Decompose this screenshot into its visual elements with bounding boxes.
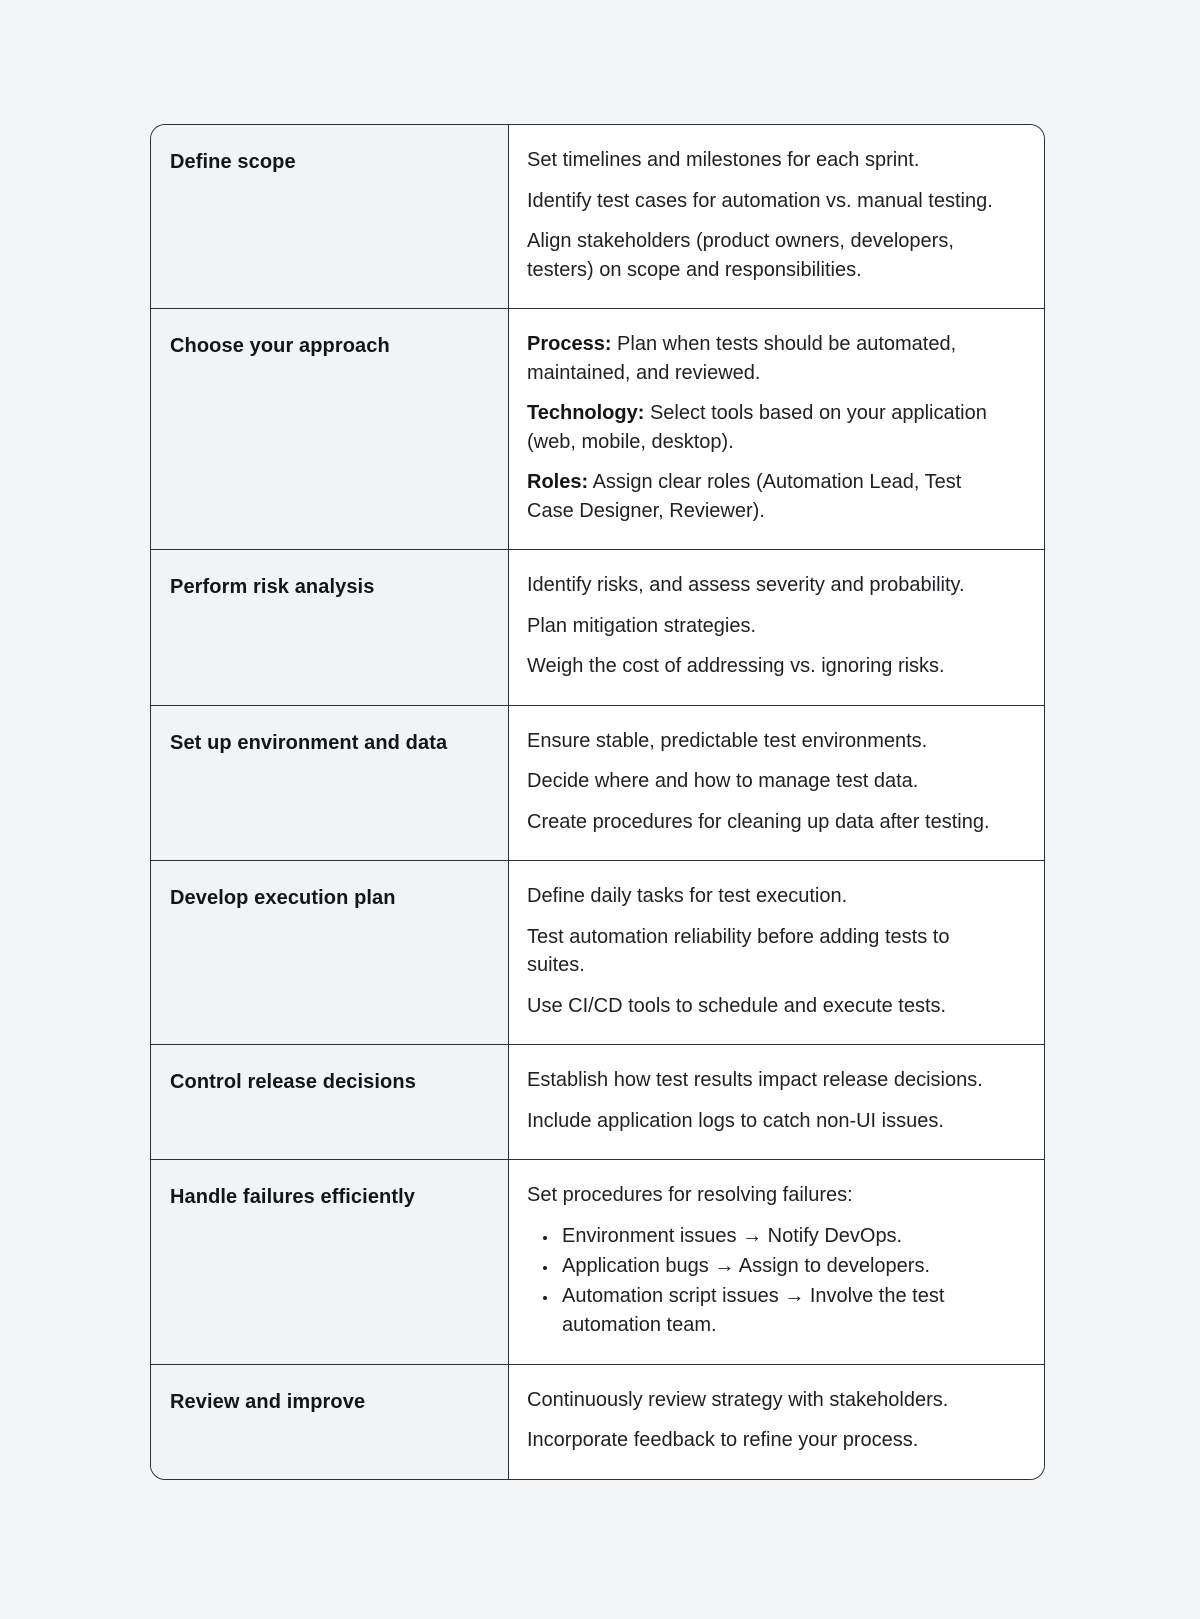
row-heading: Perform risk analysis: [170, 576, 375, 598]
bullet-list: [527, 1222, 997, 1340]
content-paragraph: Include application logs to catch non-UI issues.: [527, 1109, 944, 1132]
row-content-cell: [509, 861, 1044, 1044]
content-paragraph: [527, 330, 999, 387]
table-row: [151, 1044, 1044, 1159]
paragraph-lead-in: Technology:: [527, 402, 645, 424]
row-heading: Define scope: [170, 151, 296, 173]
content-paragraph: [527, 399, 999, 456]
content-paragraph: Weigh the cost of addressing vs. ignoring risks.: [527, 655, 945, 677]
table-row: [151, 705, 1044, 861]
paragraph-text: Select tools based on your application (web, mobile, desktop).: [527, 402, 987, 453]
row-content-cell: [509, 706, 1044, 861]
table-row: [151, 1159, 1044, 1364]
content-paragraph: Create procedures for cleaning up data after testing.: [527, 810, 990, 833]
paragraph-lead-in: Roles:: [527, 471, 589, 493]
row-content-cell: [509, 309, 1044, 549]
row-heading-cell: [151, 1045, 509, 1159]
row-heading-cell: [151, 1365, 509, 1479]
row-content-cell: [509, 1045, 1044, 1159]
bullet-item: • Automation script issues → Involve the test automation team.: [558, 1282, 997, 1340]
table-row: [151, 308, 1044, 549]
content-paragraph: Ensure stable, predictable test environments.: [527, 729, 928, 752]
content-paragraph: [527, 468, 999, 525]
content-paragraph: Test automation reliability before adding tests to suites.: [527, 925, 950, 976]
row-content-cell: [509, 1365, 1044, 1479]
content-paragraph: Incorporate feedback to refine your process.: [527, 1429, 919, 1451]
process-table: [150, 124, 1045, 1480]
row-content-cell: [509, 550, 1044, 705]
paragraph-text: Plan when tests should be automated, maintained, and reviewed.: [527, 333, 957, 384]
row-heading-cell: [151, 1160, 509, 1364]
content-paragraph: Decide where and how to manage test data.: [527, 770, 919, 792]
paragraph-text: Assign clear roles (Automation Lead, Test Case Designer, Reviewer).: [527, 471, 962, 522]
content-paragraph: Identify test cases for automation vs. manual testing.: [527, 189, 993, 212]
row-heading: Review and improve: [170, 1390, 366, 1413]
content-paragraph: Set timelines and milestones for each sprint.: [527, 149, 920, 171]
content-paragraph: Identify risks, and assess severity and probability.: [527, 574, 965, 596]
content-paragraph: Set procedures for resolving failures:: [527, 1184, 853, 1206]
content-paragraph: Align stakeholders (product owners, developers, testers) on scope and responsibilities.: [527, 230, 954, 281]
row-heading-cell: [151, 125, 509, 308]
row-heading: Choose your approach: [170, 335, 390, 357]
row-heading: Control release decisions: [170, 1071, 416, 1093]
content-paragraph: Establish how test results impact release decisions.: [527, 1069, 983, 1091]
row-heading: Set up environment and data: [170, 731, 448, 754]
content-paragraph: Define daily tasks for test execution.: [527, 885, 848, 907]
row-heading-cell: [151, 861, 509, 1044]
content-paragraph: Continuously review strategy with stakeholders.: [527, 1388, 949, 1411]
row-heading-cell: [151, 706, 509, 861]
content-paragraph: Use CI/CD tools to schedule and execute tests.: [527, 994, 947, 1017]
row-content-cell: [509, 1160, 1044, 1364]
table-row: [151, 860, 1044, 1044]
content-paragraph: Plan mitigation strategies.: [527, 614, 757, 637]
row-heading-cell: [151, 309, 509, 549]
paragraph-lead-in: Process:: [527, 333, 612, 355]
table-row: [151, 125, 1044, 308]
table-row: [151, 549, 1044, 705]
table-row: [151, 1364, 1044, 1479]
bullet-item: • Application bugs → Assign to developers.: [558, 1252, 997, 1281]
row-heading: Handle failures efficiently: [170, 1186, 415, 1208]
row-content-cell: [509, 125, 1044, 308]
row-heading: Develop execution plan: [170, 887, 396, 909]
bullet-item: • Environment issues → Notify DevOps.: [558, 1222, 997, 1251]
row-heading-cell: [151, 550, 509, 705]
